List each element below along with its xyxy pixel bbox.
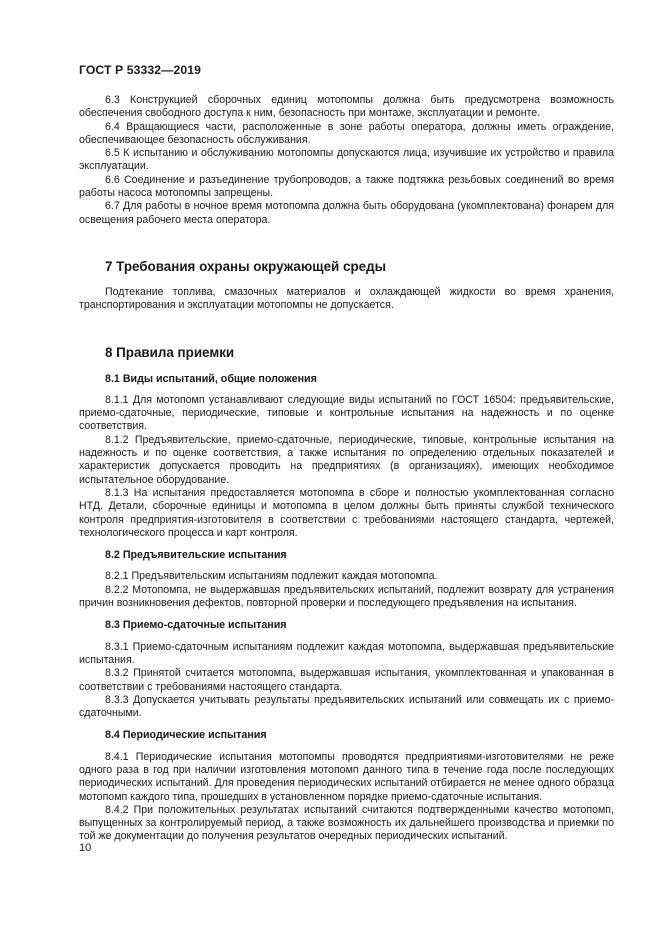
paragraph-6-6: 6.6 Соединение и разъединение трубопроводов, а также подтяжка резьбовых соединений во время работы насоса мотопомпы запрещены.	[79, 173, 614, 200]
paragraph-8-3-3: 8.3.3 Допускается учитывать результаты предъявительских испытаний или совмещать их с приемо-сдаточными.	[79, 693, 614, 720]
paragraph-8-4-1: 8.4.1 Периодические испытания мотопомпы проводятся предприятиями-изготовителями не реже одного раза в год при наличии изготовления мотопомп данного типа в течение года после последующих периодических испытаний. Для проведения периодических испытаний отбирается не менее одного образца мотопомп каждого типа, прошедших в установленном порядке приемо-сдаточные испытания.	[79, 750, 614, 803]
paragraph-8-2-1: 8.2.1 Предъявительским испытаниям подлежит каждая мотопомпа.	[105, 570, 438, 583]
paragraph-8-3-1: 8.3.1 Приемо-сдаточным испытаниям подлежит каждая мотопомпа, выдержавшая предъявительские испытания.	[79, 640, 614, 666]
paragraph-6-5: 6.5 К испытанию и обслуживанию мотопомпы допускаются лица, изучившие их устройство и правила эксплуатации.	[79, 147, 614, 173]
document-body	[79, 94, 614, 844]
section-7-heading: 7 Требования охраны окружающей среды	[105, 258, 386, 274]
subsection-8-4-heading: 8.4 Периодические испытания	[105, 729, 267, 742]
paragraph-8-1-1: 8.1.1 Для мотопомп устанавливают следующие виды испытаний по ГОСТ 16504: предъявительские, приемо-сдаточные, периодические, типовые и контрольные испытания на надежность и по оценке соответствия.	[79, 393, 614, 433]
subsection-8-1-heading: 8.1 Виды испытаний, общие положения	[105, 372, 317, 385]
page-number: 10	[79, 842, 92, 854]
paragraph-8-2-2: 8.2.2 Мотопомпа, не выдержавшая предъявительских испытаний, подлежит возврату для устранения причин возникновения дефектов, повторной проверки и последующего предъявления на испытания.	[79, 583, 614, 610]
paragraph-8-1-2: 8.1.2 Предъявительские, приемо-сдаточные, периодические, типовые, контрольные испытания на надежность и по оценке соответствия, а также испытания по определению отдельных показателей и характеристик допускается проводить на предприятиях (в организациях), имеющих необходимое испытательное оборудование.	[79, 433, 614, 486]
paragraph-6-7: 6.7 Для работы в ночное время мотопомпа должна быть оборудована (укомплектована) фонарем для освещения рабочего места оператора.	[79, 200, 614, 226]
paragraph-8-3-2: 8.3.2 Принятой считается мотопомпа, выдержавшая испытания, укомплектованная и упакованная в соответствии с требованиями настоящего стандарта.	[79, 667, 614, 693]
paragraph-8-1-3: 8.1.3 На испытания предоставляется мотопомпа в сборе и полностью укомплектованная согласно НТД. Детали, сборочные единицы и мотопомпа в целом должны быть приняты службой технического контроля предприятия-изготовителя в соответствии с требованиями настоящего стандарта, чертежей, технологического процесса и карт контроля.	[79, 486, 614, 539]
standard-header: ГОСТ Р 53332—2019	[79, 63, 201, 77]
subsection-8-3-heading: 8.3 Приемо-сдаточные испытания	[105, 619, 287, 632]
paragraph-8-4-2: 8.4.2 При положительных результатах испытаний считаются подтвержденными качество мотопомп, выпущенных за контролируемый период, а также возможность их дальнейшего производства и приемки по той же документации до получения результатов очередных периодических испытаний.	[79, 803, 614, 843]
paragraph-6-3: 6.3 Конструкцией сборочных единиц мотопомпы должна быть предусмотрена возможность обеспечения свободного доступа к ним, безопасность при монтаже, эксплуатации и ремонте.	[79, 94, 614, 120]
section-8-heading: 8 Правила приемки	[105, 344, 235, 360]
section-7-paragraph: Подтекание топлива, смазочных материалов и охлаждающей жидкости во время хранения, транспортирования и эксплуатации мотопомпы не допускается.	[79, 285, 614, 312]
subsection-8-2-heading: 8.2 Предъявительские испытания	[105, 549, 287, 562]
paragraph-6-4: 6.4 Вращающиеся части, расположенные в зоне работы оператора, должны иметь ограждение, обеспечивающее безопасность обслуживания.	[79, 120, 614, 146]
